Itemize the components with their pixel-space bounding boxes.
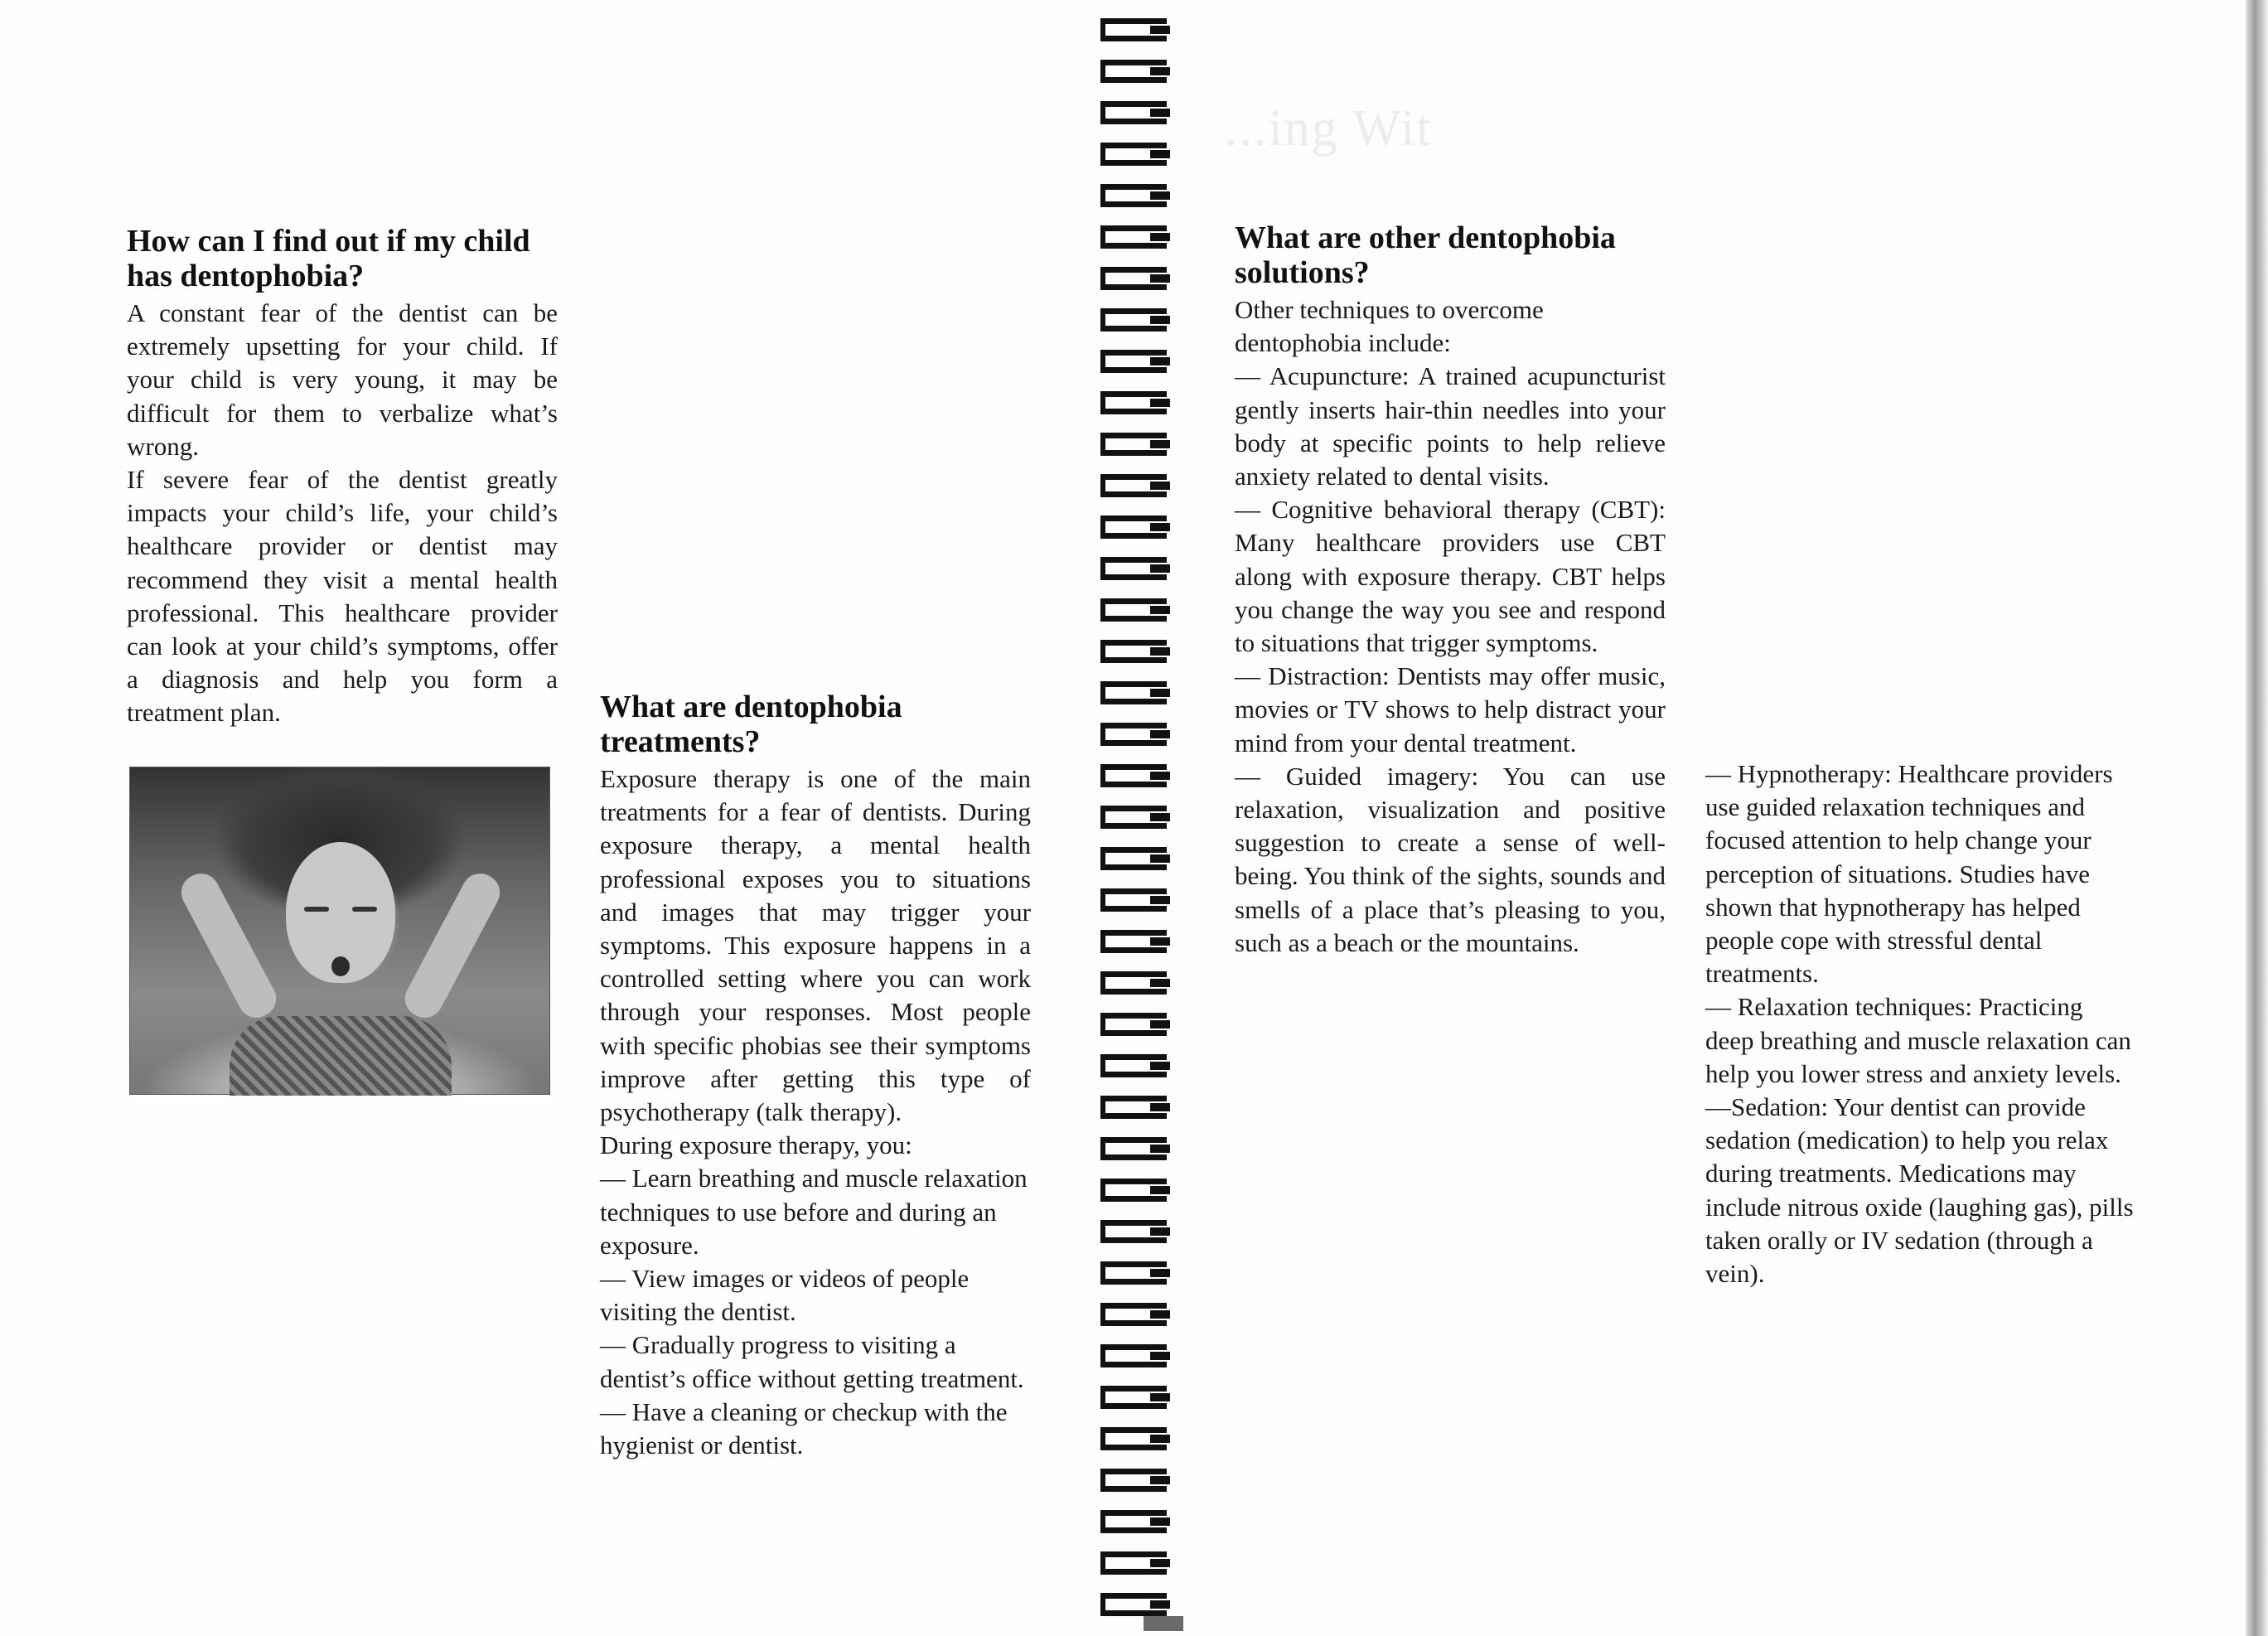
binding-coil: [1100, 1593, 1167, 1616]
binding-coil: [1100, 640, 1167, 663]
binding-coil: [1100, 101, 1167, 124]
binding-coil: [1100, 1427, 1167, 1450]
binding-coil: [1100, 723, 1167, 746]
binding-coil: [1100, 1344, 1167, 1367]
binding-coil: [1100, 557, 1167, 580]
binding-coil: [1100, 681, 1167, 704]
binding-coil: [1100, 18, 1167, 41]
list-item: — Learn breathing and muscle relaxation techniques to use before and during an exposure.: [600, 1164, 1028, 1260]
binding-coil: [1100, 1179, 1167, 1202]
photo-mouth: [331, 956, 350, 976]
binding-coil: [1100, 1303, 1167, 1326]
list-item: — View images or videos of people visiting the dentist.: [600, 1264, 970, 1327]
binding-coil: [1100, 764, 1167, 787]
binding-coil: [1100, 184, 1167, 207]
list-item: — Distraction: Dentists may offer music, movies or TV shows to help distract your mind from your dental treatment.: [1235, 661, 1666, 757]
list-item: — Acupuncture: A trained acupuncturist gently inserts hair-thin needles into your body at specific points to help relieve anxiety related to dental visits.: [1235, 361, 1666, 491]
heading-other-solutions: What are other dentophobia solutions?: [1235, 220, 1616, 290]
heading-find-out: How can I find out if my child has dentophobia?: [127, 224, 530, 293]
binding-coil: [1100, 225, 1167, 249]
binding-coil: [1100, 971, 1167, 995]
binding-coil: [1100, 350, 1167, 373]
binding-coil: [1100, 474, 1167, 497]
bleed-through-text: ...ing Wit: [1225, 100, 1433, 157]
binding-coil: [1100, 1096, 1167, 1119]
column-more-solutions: [1705, 757, 2136, 1290]
paragraph: During exposure therapy, you:: [600, 1130, 912, 1160]
binding-coil: [1100, 60, 1167, 83]
column-treatments: [600, 690, 1031, 1462]
photo-eye-right: [352, 907, 377, 912]
binding-coil: [1100, 930, 1167, 953]
binding-coil: [1100, 1510, 1167, 1533]
column-child-dentophobia: [127, 224, 558, 730]
binding-coil: [1100, 598, 1167, 622]
binding-coil: [1100, 1469, 1167, 1492]
column-other-solutions: [1235, 220, 1666, 960]
photo-right-arm: [399, 867, 506, 1024]
binding-coil: [1100, 143, 1167, 166]
child-covering-ears-photo: [129, 767, 550, 1095]
binding-stub: [1144, 1616, 1183, 1631]
binding-coil: [1100, 1054, 1167, 1077]
binding-coil: [1100, 888, 1167, 912]
binding-coil: [1100, 1261, 1167, 1285]
binding-coil: [1100, 267, 1167, 290]
list-item: — Relaxation techniques: Practicing deep breathing and muscle relaxation can help you lower stress and anxiety levels.: [1705, 992, 2131, 1088]
binding-coil: [1100, 308, 1167, 332]
paragraph: Other techniques to overcome dentophobia include:: [1235, 295, 1544, 358]
binding-coil: [1100, 847, 1167, 870]
list-item: — Cognitive behavioral therapy (CBT): Many healthcare providers use CBT along with exposure therapy. CBT helps you change the way you see and respond to situations that trigger symptoms.: [1235, 495, 1666, 658]
page-edge-right: [2246, 0, 2268, 1636]
binding-coil: [1100, 1551, 1167, 1575]
paragraph: If severe fear of the dentist greatly impacts your child’s life, your child’s healthcare provider or dentist may recommend they visit a mental health professional. This healthcare provider can look at your child’s symptoms, offer a diagnosis and help you form a treatment plan.: [127, 465, 558, 728]
list-item: — Gradually progress to visiting a dentist’s office without getting treatment.: [600, 1330, 1024, 1393]
paragraph: Exposure therapy is one of the main treatments for a fear of dentists. During exposure therapy, a mental health professional exposes you to situations and images that may trigger your symptoms. This exposure happens in a controlled setting where you can work through your responses. Most people with specific phobias see their symptoms improve after getting this type of psychotherapy (talk therapy).: [600, 764, 1031, 1127]
binding-coil: [1100, 806, 1167, 829]
list-item: — Have a cleaning or checkup with the hygienist or dentist.: [600, 1396, 1008, 1460]
binding-coil: [1100, 433, 1167, 456]
binding-coil: [1100, 1220, 1167, 1243]
spiral-binding: [1092, 0, 1175, 1636]
photo-dress: [230, 1016, 452, 1096]
binding-coil: [1100, 391, 1167, 414]
photo-left-arm: [175, 867, 283, 1024]
binding-coil: [1100, 1137, 1167, 1160]
binding-coil: [1100, 1013, 1167, 1036]
list-item: — Hypnotherapy: Healthcare providers use guided relaxation techniques and focused attention to help change your perception of situations. Studies have shown that hypnotherapy has helped people cope with stressful dental treatments.: [1705, 759, 2113, 989]
binding-coil: [1100, 1386, 1167, 1409]
photo-eye-left: [304, 907, 329, 912]
binding-coil: [1100, 515, 1167, 539]
paragraph: A constant fear of the dentist can be extremely upsetting for your child. If your child is very young, it may be difficult for them to verbalize what’s wrong.: [127, 298, 558, 461]
list-item: —Sedation: Your dentist can provide sedation (medication) to help you relax during treatments. Medications may include nitrous oxide (laughing gas), pills taken orally or IV sedation (through a vein).: [1705, 1092, 2134, 1289]
list-item: — Guided imagery: You can use relaxation, visualization and positive suggestion to create a sense of well-being. You think of the sights, sounds and smells of a place that’s pleasing to you, such as a beach or the mountains.: [1235, 761, 1666, 957]
heading-treatments: What are dentophobia treatments?: [600, 690, 902, 759]
